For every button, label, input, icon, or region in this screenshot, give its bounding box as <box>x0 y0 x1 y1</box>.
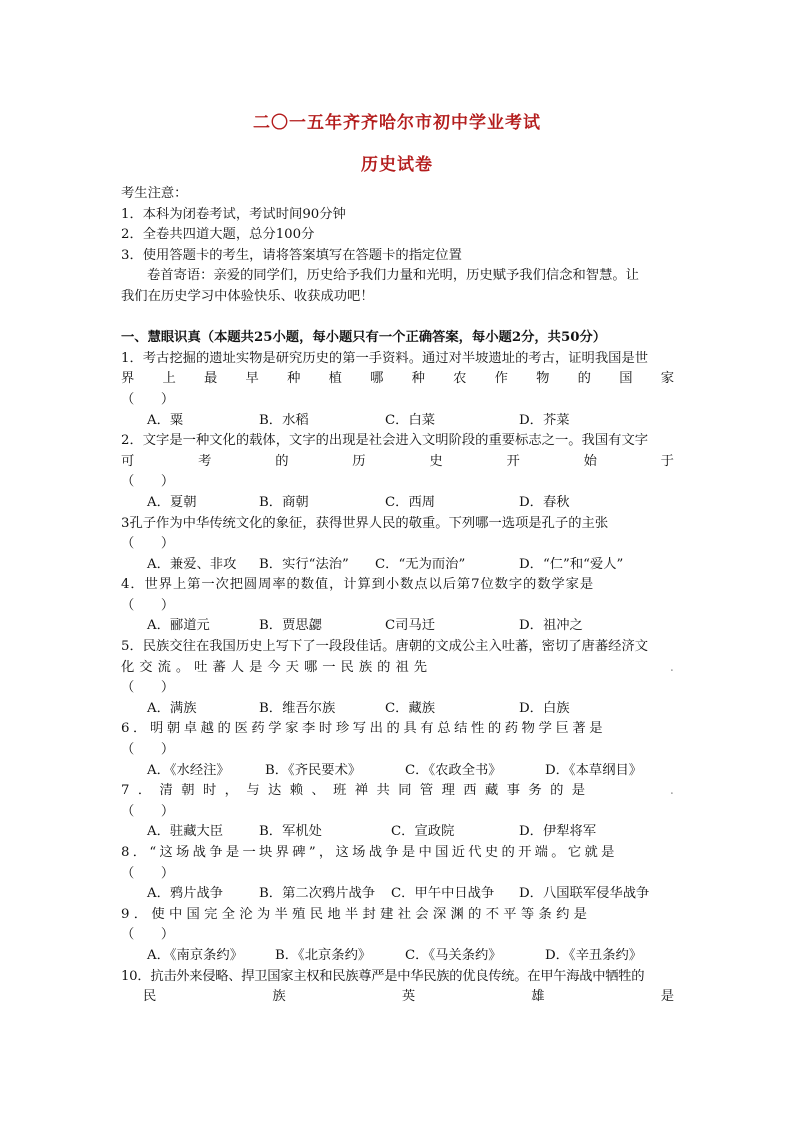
option-b: B．军机处 <box>259 824 322 840</box>
option-b: B．商朝 <box>259 494 309 510</box>
question-stem: 5．民族交往在我国历史上写下了一段段佳话。唐朝的文成公主入吐蕃，密切了唐蕃经济文 <box>121 639 649 655</box>
option-a: A．《水经注》 <box>147 762 230 778</box>
question-stem: 7．清朝时，与达赖、班禅共同管理西藏事务的是 . <box>121 783 674 799</box>
option-c: C．藏族 <box>385 700 436 716</box>
option-c: C．“无为而治” <box>375 556 466 572</box>
option-b: B．水稻 <box>259 412 309 428</box>
question-stem: 1．考古挖掘的遗址实物是研究历史的第一手资料。通过对半坡遗址的考古，证明我国是世 <box>121 350 649 366</box>
option-a: A．满族 <box>147 700 197 716</box>
option-c: C．《农政全书》 <box>405 762 502 778</box>
option-d: D．芥菜 <box>519 412 570 428</box>
option-c: C司马迁 <box>385 618 436 634</box>
option-d: D．春秋 <box>519 494 570 510</box>
exam-body <box>121 184 674 1008</box>
answer-paren: （ ） <box>121 742 175 758</box>
option-a: A．驻藏大臣 <box>147 824 224 840</box>
notice-item: 3．使用答题卡的考生，请将答案填写在答题卡的指定位置 <box>121 247 462 263</box>
question-stem-continued: 可 考 的 历 史 开 始 于 <box>121 453 674 469</box>
preface-message: 我们在历史学习中体验快乐、收获成功吧！ <box>121 288 374 304</box>
answer-options <box>121 616 674 637</box>
answer-paren: （ ） <box>121 474 175 490</box>
answer-options <box>121 493 674 514</box>
answer-paren: （ ） <box>121 927 175 943</box>
question-stem: 3孔子作为中华传统文化的象征，获得世界人民的敬重。下列哪一选项是孔子的主张 <box>121 515 609 531</box>
option-b: B．实行“法治” <box>259 556 349 572</box>
option-c: C．《马关条约》 <box>405 947 502 963</box>
question-stem: 2．文字是一种文化的载体，文字的出现是社会进入文明阶段的重要标志之一。我国有文字 <box>121 433 649 449</box>
option-d: D．《辛丑条约》 <box>545 947 643 963</box>
answer-options <box>121 699 674 720</box>
answer-paren: （ ） <box>121 597 175 613</box>
option-c: C．白菜 <box>385 412 436 428</box>
answer-options <box>121 411 674 432</box>
notice-heading: 考生注意： <box>121 186 188 201</box>
answer-paren: （ ） <box>121 680 175 696</box>
notice-item: 2．全卷共四道大题，总分100分 <box>121 227 315 243</box>
question-stem: 4．世界上第一次把圆周率的数值，计算到小数点以后第7位数字的数学家是 <box>121 577 595 593</box>
answer-options <box>121 884 674 905</box>
option-a: A．郦道元 <box>147 618 210 634</box>
option-b: B．维吾尔族 <box>259 700 336 716</box>
option-d: D．白族 <box>519 700 570 716</box>
question-stem-continued: 化交流。吐蕃人是今天哪一民族的祖先 . <box>121 659 674 675</box>
option-b: B．《北京条约》 <box>275 947 372 963</box>
question-stem: 6．明朝卓越的医药学家李时珍写出的具有总结性的药物学巨著是 <box>121 721 607 737</box>
option-d: D．八国联军侵华战争 <box>519 886 650 902</box>
option-c: C．宣政院 <box>391 824 455 840</box>
answer-paren: （ ） <box>121 865 175 881</box>
option-c: C．甲午中日战争 <box>391 886 495 902</box>
question-stem: 10．抗击外来侵略、捍卫国家主权和民族尊严是中华民族的优良传统。在甲午海战中牺牲的 <box>121 968 645 984</box>
question-stem-continued: 民 族 英 雄 是 <box>143 989 674 1005</box>
option-d: D．祖冲之 <box>519 618 583 634</box>
option-d: D．“仁”和“爱人” <box>519 556 624 572</box>
exam-title: 二〇一五年齐齐哈尔市初中学业考试 <box>253 113 541 133</box>
option-c: C．西周 <box>385 494 436 510</box>
question-stem: 8．“这场战争是一块界碑”，这场战争是中国近代史的开端。它就是 <box>121 845 618 860</box>
answer-paren: （ ） <box>121 391 175 407</box>
option-b: B．《齐民要术》 <box>265 762 362 778</box>
option-a: A．《南京条约》 <box>147 947 244 963</box>
option-a: A．兼爱、非攻 <box>147 556 237 572</box>
option-b: B．第二次鸦片战争 <box>259 886 376 902</box>
answer-options <box>121 946 674 967</box>
question-stem-continued: 界 上 最 早 种 植 哪 种 农 作 物 的 国 家 <box>121 371 674 387</box>
option-a: A．鸦片战争 <box>147 886 224 902</box>
option-d: D．伊犁将军 <box>519 824 597 840</box>
option-b: B．贾思勰 <box>259 618 322 634</box>
answer-paren: （ ） <box>121 803 175 819</box>
notice-item: 1．本科为闭卷考试，考试时间90分钟 <box>121 206 346 222</box>
option-a: A．夏朝 <box>147 494 197 510</box>
question-stem: 9．使中国完全沦为半殖民地半封建社会深渊的不平等条约是 <box>121 906 592 922</box>
answer-options <box>121 822 674 843</box>
answer-paren: （ ） <box>121 536 175 552</box>
exam-subtitle: 历史试卷 <box>361 155 433 175</box>
option-d: D．《本草纲目》 <box>545 762 643 778</box>
answer-options <box>121 761 674 782</box>
answer-options <box>121 555 674 576</box>
section-heading: 一、慧眼识真（本题共25小题，每小题只有一个正确答案，每小题2分，共50分） <box>121 330 607 346</box>
option-a: A．粟 <box>147 412 184 428</box>
preface-message: 卷首寄语：亲爱的同学们，历史给予我们力量和光明，历史赋予我们信念和智慧。让 <box>147 268 639 284</box>
